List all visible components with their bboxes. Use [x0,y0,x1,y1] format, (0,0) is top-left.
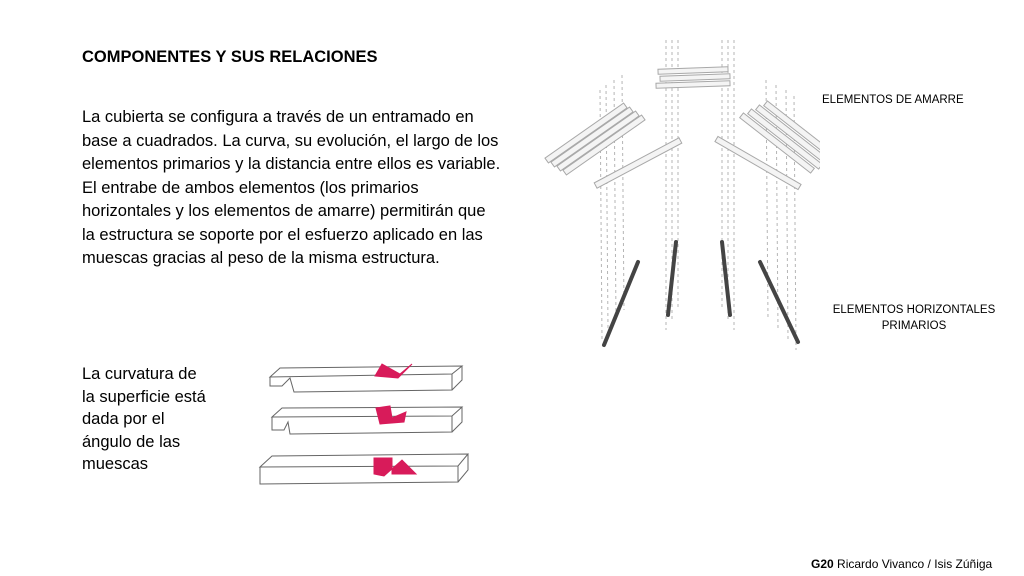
description-paragraph-1: La cubierta se configura a través de un entramado en base a cuadrados. La curva, su evolución, el largo de los elementos primarios y la distancia entre ellos es variable. [82,108,501,173]
curvature-note: La curvatura de la superficie está dada por el ángulo de las muescas [82,365,206,473]
primary-elements [604,242,798,345]
description-text [82,106,502,271]
notch-sketch-2 [272,406,462,434]
footer-group-code: G20 [811,557,834,571]
footer-authors: Ricardo Vivanco / Isis Zúñiga [837,557,993,571]
description-paragraph-2: El entrabe de ambos elementos (los primarios horizontales y los elementos de amarre) permitirán que la estructura se soporte por el esfuerzo aplicado en las muescas gracias al peso de la misma estructura. [82,178,486,267]
footer [811,557,992,571]
notch-sketch-3 [260,454,468,484]
structure-diagram [530,30,820,360]
notch-sketches [250,350,530,510]
page-title: COMPONENTES Y SUS RELACIONES [82,48,378,66]
notch-sketch-1 [270,364,462,392]
label-elementos-horizontales: ELEMENTOS HORIZONTALES PRIMARIOS [832,304,996,332]
amarre-elements [545,67,820,190]
label-elementos-amarre: ELEMENTOS DE AMARRE [822,94,964,106]
